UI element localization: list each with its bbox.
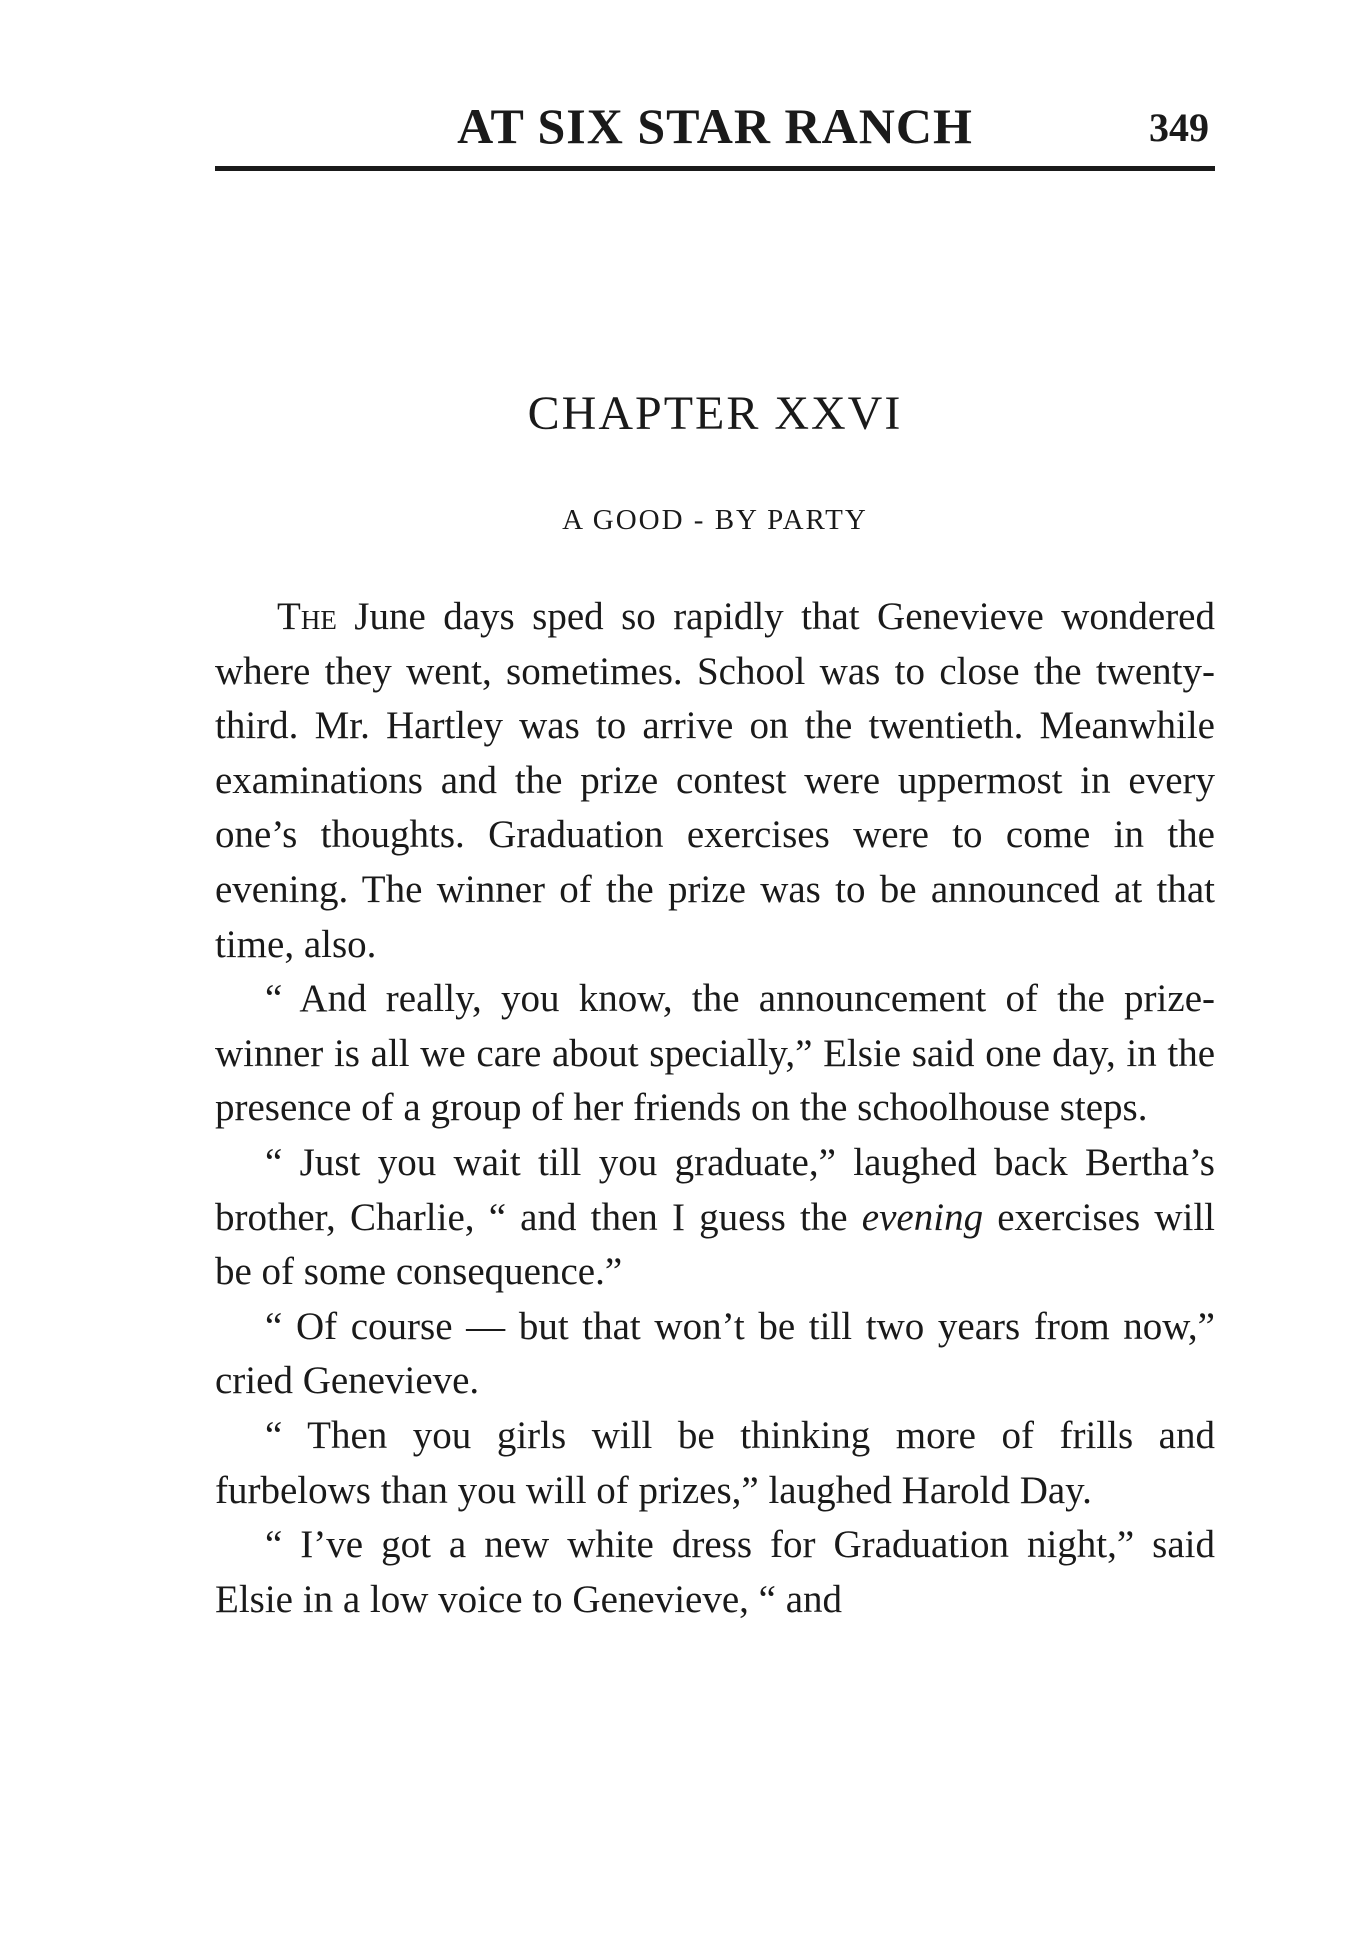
chapter-title: A GOOD - BY PARTY xyxy=(562,504,868,536)
body-text xyxy=(215,590,1215,1627)
paragraph: “ Then you girls will be thinking more of frills and furbelows than you will of prizes,” laughed Harold Day. xyxy=(215,1413,1215,1512)
paragraph xyxy=(215,1136,1215,1300)
header-rule xyxy=(215,166,1215,171)
chapter-number: CHAPTER XXVI xyxy=(527,387,903,440)
paragraph-text: June days sped so rapidly that Genevieve wondered where they went, sometimes. School was to close the twenty-third. Mr. Hartley was to arrive on the twentieth. Meanwhile examinations and the prize contest were uppermost in every one’s thoughts. Graduation exercises were to come in the evening. The winner of the prize was to be announced at that time, also. xyxy=(215,595,1215,966)
paragraph: “ Of course — but that won’t be till two years from now,” cried Genevieve. xyxy=(215,1304,1215,1403)
paragraph-text: exercises will be of some consequence.” xyxy=(215,1195,1215,1294)
paragraph: “ And really, you know, the announcement of the prize-winner is all we care about specially,” Elsie said one day, in the presence of a group of her friends on the schoolhouse steps. xyxy=(215,977,1215,1130)
page-number: 349 xyxy=(1149,105,1209,150)
italic-word: evening xyxy=(861,1195,984,1239)
paragraph: “ I’ve got a new white dress for Graduation night,” said Elsie in a low voice to Genevieve, “ and xyxy=(215,1523,1215,1621)
paragraph xyxy=(215,590,1215,972)
paragraph-text: “ Just you wait till you graduate,” laughed back Bertha’s brother, Charlie, “ and then I guess the xyxy=(215,1140,1215,1239)
running-title: AT SIX STAR RANCH xyxy=(457,98,973,154)
drop-lead-word: The xyxy=(277,595,337,638)
running-head xyxy=(215,96,1215,166)
